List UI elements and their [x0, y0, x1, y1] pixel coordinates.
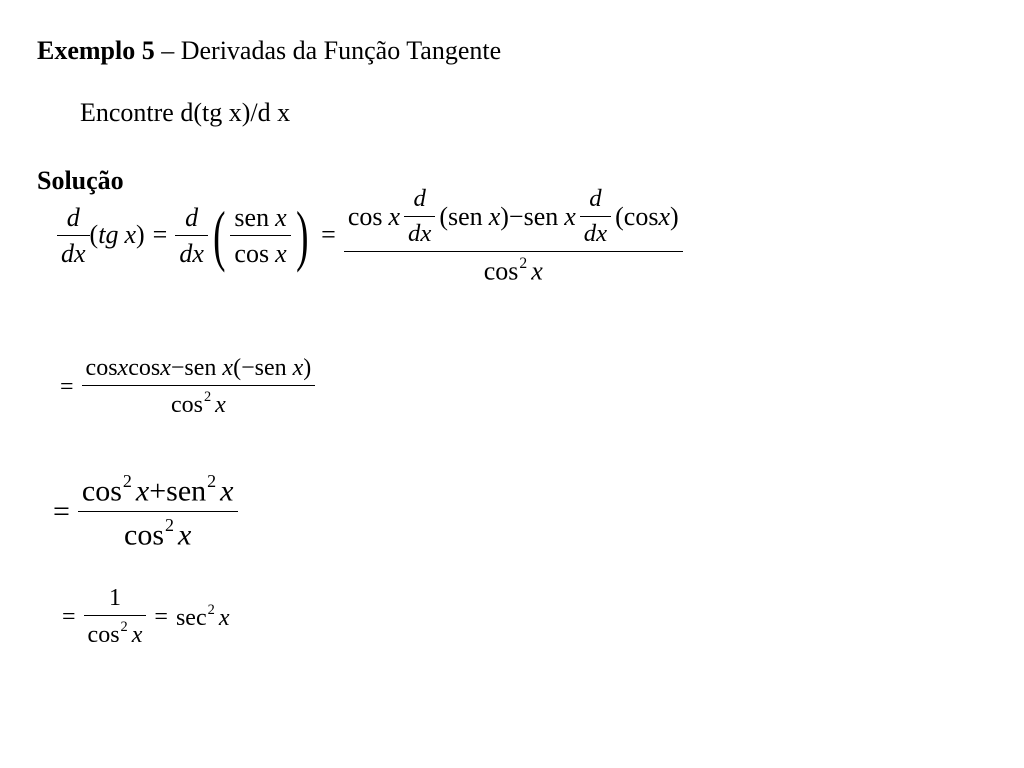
derivative-operator: $\frac{d}{dx}$: [175, 204, 208, 268]
tg-argument: ( tg x ): [89, 220, 145, 250]
exercise-prompt: Encontre d(tg x)/d x: [80, 98, 291, 127]
left-paren: (: [212, 197, 226, 273]
equation-2: [52, 356, 315, 418]
quotient-rule-fraction: cos x $\frac{d}{dx}$ ( sen x ) − sen x $\frac{d}{dx}$ ( cos x ) $\cos^2 x$: [344, 186, 683, 285]
sec-squared: $\sec^2 x$: [175, 602, 230, 631]
expanded-fraction: $\frac{\text{cosxcosx−sen x(−sen x)}}{\cos^2 x}$: [82, 356, 316, 418]
right-paren: ): [295, 197, 309, 273]
equals-sign: =: [152, 220, 168, 250]
equals-sign: =: [60, 373, 74, 400]
equation-1: [57, 186, 683, 285]
equation-3: [45, 472, 238, 551]
sen-over-cos: $\frac{\text{sen x}}{\text{cos x}}$: [230, 204, 290, 268]
one-over-cos-squared: $\frac{1}{\cos^2 x}$: [84, 586, 147, 648]
derivative-operator: $\frac{d}{dx}$: [57, 204, 90, 268]
title-bold: Exemplo 5: [37, 36, 155, 65]
solution-label: Solução: [37, 166, 124, 195]
equals-sign: =: [53, 494, 70, 528]
equation-4: [54, 586, 229, 648]
pythagorean-fraction: $\frac{\cos^2 x+sen^2 x}{\cos^2 x}$: [78, 472, 238, 551]
slide-title: [37, 36, 501, 66]
equals-sign: =: [321, 220, 336, 250]
equals-sign: =: [62, 603, 76, 630]
equals-sign: =: [154, 603, 168, 630]
title-rest: – Derivadas da Função Tangente: [154, 36, 502, 65]
